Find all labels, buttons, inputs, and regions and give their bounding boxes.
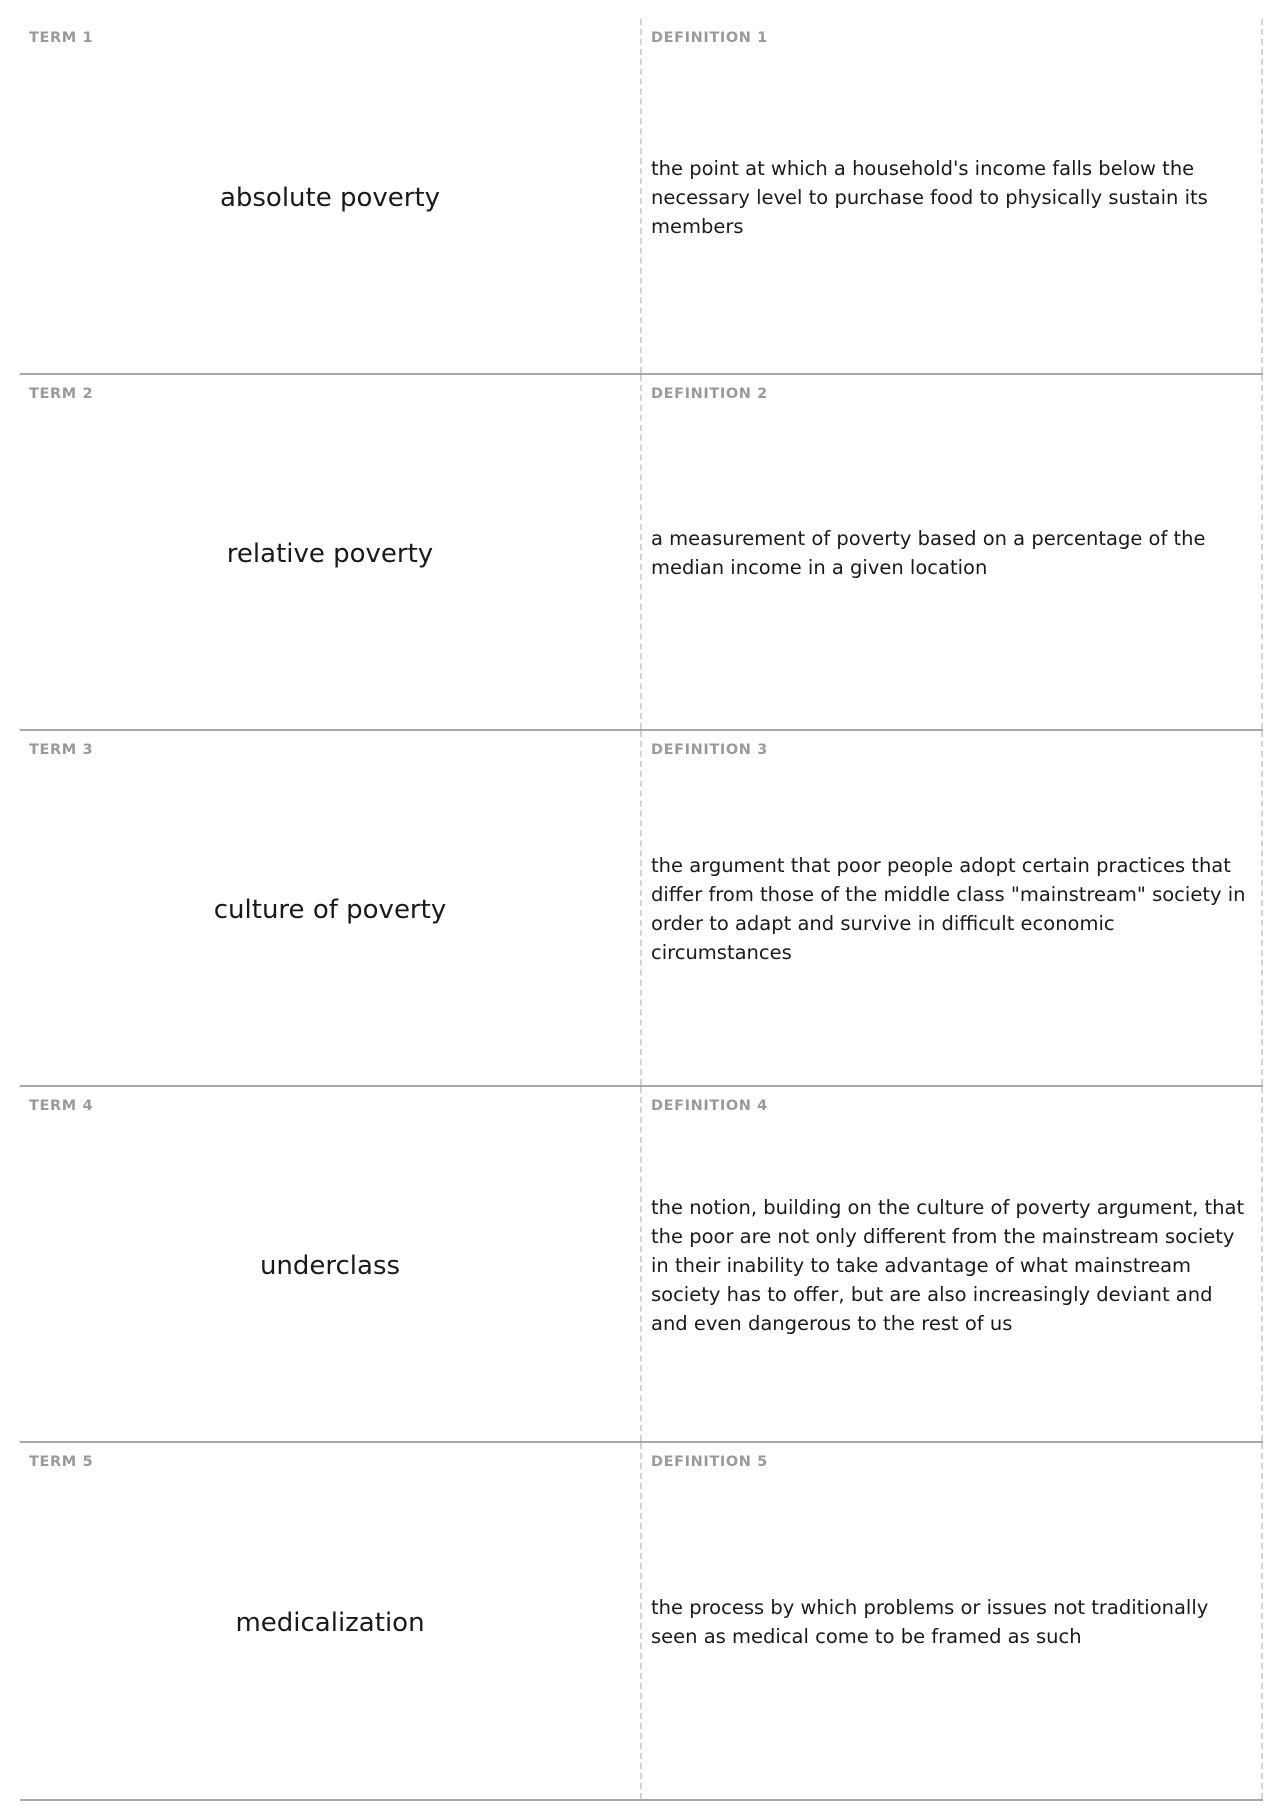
flashcard-row [20, 1087, 1263, 1443]
term-text: relative poverty [226, 539, 434, 569]
definition-text: the notion, building on the culture of poverty argument, that the poor are not only different from the mainstream society in their inability to take advantage of what mainstream society has to offer, but are also increasingly deviant and and even dangerous to the rest of us [651, 1195, 1245, 1335]
definition-cell [642, 1087, 1263, 1441]
term-cell [20, 375, 642, 729]
definition-text-wrap [651, 1087, 1247, 1441]
definition-text: the process by which problems or issues not traditionally seen as medical come to be framed as such [651, 1596, 1209, 1648]
definition-label: DEFINITION 1 [651, 30, 768, 46]
flashcard-row [20, 1443, 1263, 1801]
definition-text-wrap [651, 731, 1247, 1085]
definition-cell [642, 1443, 1263, 1799]
term-cell [20, 1087, 642, 1441]
flashcard-row [20, 19, 1263, 375]
definition-cell [642, 19, 1263, 373]
term-text: absolute poverty [219, 183, 441, 213]
term-text: underclass [259, 1251, 401, 1281]
definition-text-wrap [651, 19, 1247, 373]
term-label: TERM 2 [29, 386, 94, 402]
term-text: culture of poverty [213, 895, 447, 925]
flashcard-row [20, 731, 1263, 1087]
term-label: TERM 4 [29, 1098, 94, 1114]
term-label: TERM 5 [29, 1454, 94, 1470]
term-cell [20, 1443, 642, 1799]
definition-text: a measurement of poverty based on a percentage of the median income in a given location [651, 527, 1206, 579]
definition-label: DEFINITION 3 [651, 742, 768, 758]
definition-text: the point at which a household's income falls below the necessary level to purchase food to physically sustain its members [651, 156, 1208, 238]
term-text: medicalization [235, 1608, 425, 1638]
definition-label: DEFINITION 2 [651, 386, 768, 402]
definition-text: the argument that poor people adopt certain practices that differ from those of the middle class "mainstream" society in order to adapt and survive in difficult economic circumstances [651, 854, 1246, 964]
definition-cell [642, 731, 1263, 1085]
term-cell [20, 731, 642, 1085]
definition-label: DEFINITION 5 [651, 1454, 768, 1470]
definition-text-wrap [651, 375, 1247, 729]
flashcard-row [20, 375, 1263, 731]
definition-cell [642, 375, 1263, 729]
term-cell [20, 19, 642, 373]
term-label: TERM 1 [29, 30, 94, 46]
definition-label: DEFINITION 4 [651, 1098, 768, 1114]
term-label: TERM 3 [29, 742, 94, 758]
flashcard-sheet [20, 19, 1263, 1800]
definition-text-wrap [651, 1443, 1247, 1799]
